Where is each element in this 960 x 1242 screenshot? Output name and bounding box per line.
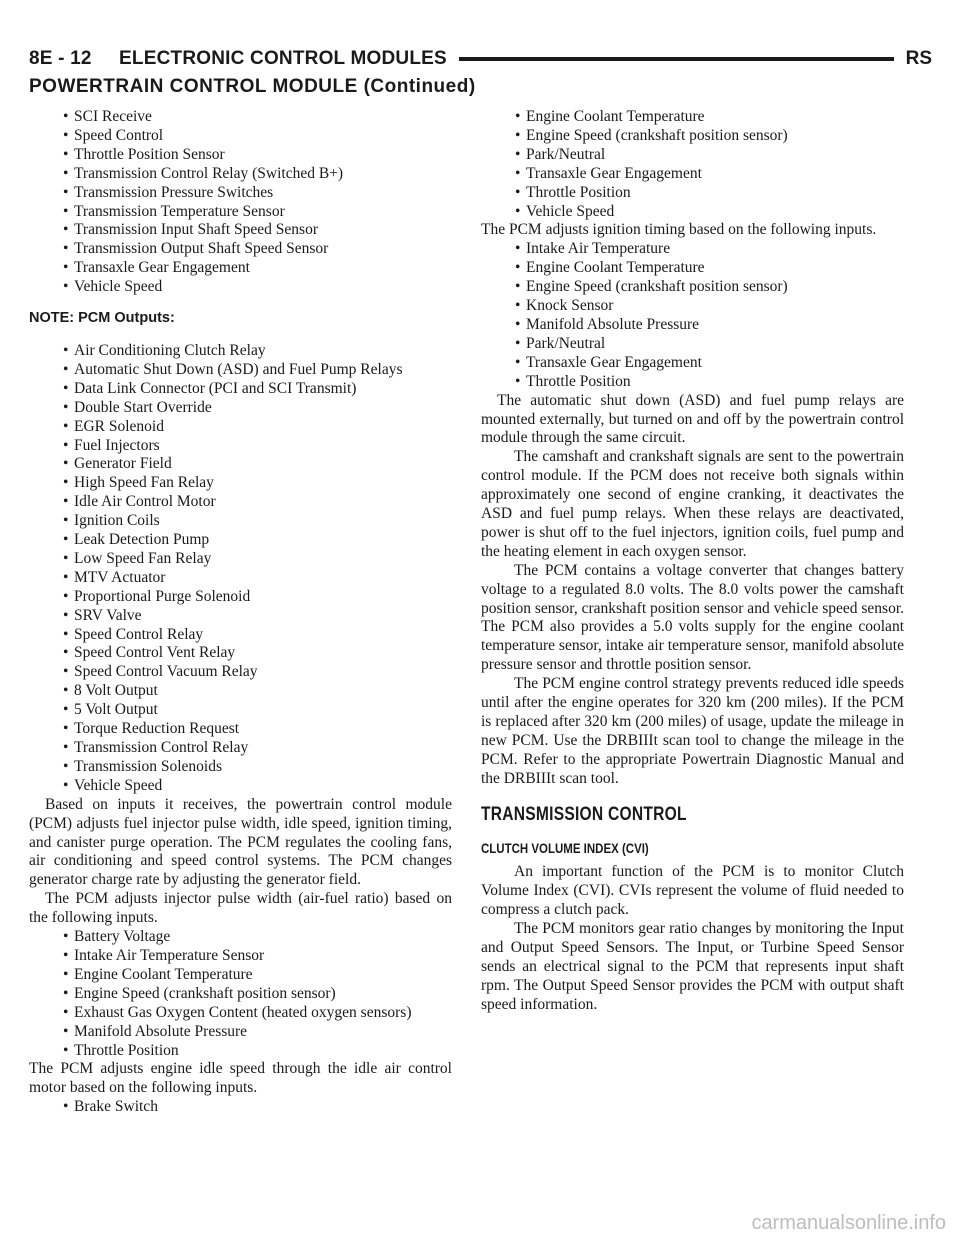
list-item: • Battery Voltage xyxy=(29,928,452,947)
list-item: • Manifold Absolute Pressure xyxy=(481,316,904,335)
list-item: • Transmission Control Relay xyxy=(29,739,452,758)
paragraph-gear-ratio: The PCM monitors gear ratio changes by monitoring the Input and Output Speed Sensors. The Input, or Turbine Speed Sensor sends an electrical signal to the PCM that represents input shaft rpm. The Output Speed Sensor provides the PCM with output shaft speed information. xyxy=(481,920,904,1013)
list-item: • Knock Sensor xyxy=(481,297,904,316)
list-item: • Exhaust Gas Oxygen Content (heated oxygen sensors) xyxy=(29,1004,452,1023)
list-item: • Engine Coolant Temperature xyxy=(481,259,904,278)
list-item: • Air Conditioning Clutch Relay xyxy=(29,342,452,361)
list-item: • Engine Coolant Temperature xyxy=(29,966,452,985)
list-item: • Double Start Override xyxy=(29,399,452,418)
section-title: POWERTRAIN CONTROL MODULE (Continued) xyxy=(29,76,476,97)
list-item: • Transmission Output Shaft Speed Sensor xyxy=(29,240,452,259)
list-item: • Automatic Shut Down (ASD) and Fuel Pump Relays xyxy=(29,361,452,380)
list-item: • Engine Coolant Temperature xyxy=(481,108,904,127)
page-header xyxy=(29,44,932,74)
right-column xyxy=(481,108,904,1015)
inputs-bullet-list xyxy=(29,108,452,297)
list-item: • SRV Valve xyxy=(29,607,452,626)
list-item: • Engine Speed (crankshaft position sensor) xyxy=(481,127,904,146)
list-item: • Fuel Injectors xyxy=(29,437,452,456)
heading-clutch-volume-index: CLUTCH VOLUME INDEX (CVI) xyxy=(481,839,649,856)
list-item: • SCI Receive xyxy=(29,108,452,127)
watermark: carmanualsonline.info xyxy=(751,1212,946,1234)
list-item: • Transmission Control Relay (Switched B+) xyxy=(29,165,452,184)
list-item: • Intake Air Temperature xyxy=(481,240,904,259)
header-code: RS xyxy=(905,48,932,69)
list-item: • Transaxle Gear Engagement xyxy=(481,354,904,373)
list-item: • Generator Field xyxy=(29,455,452,474)
list-item: • Brake Switch xyxy=(29,1098,452,1117)
header-title: 8E - 12 ELECTRONIC CONTROL MODULES xyxy=(29,48,447,69)
list-item: • Transmission Pressure Switches xyxy=(29,184,452,203)
injector-bullet-list xyxy=(29,928,452,1060)
list-item: • Manifold Absolute Pressure xyxy=(29,1023,452,1042)
list-item: • EGR Solenoid xyxy=(29,418,452,437)
list-item: • MTV Actuator xyxy=(29,569,452,588)
list-item: • Vehicle Speed xyxy=(29,278,452,297)
paragraph-idle-speed: The PCM adjusts engine idle speed through the idle air control motor based on the following inputs. xyxy=(29,1060,452,1097)
list-item: • Ignition Coils xyxy=(29,512,452,531)
paragraph-cvi: An important function of the PCM is to monitor Clutch Volume Index (CVI). CVIs represent the volume of fluid needed to compress a clutch pack. xyxy=(481,863,904,919)
list-item: • 8 Volt Output xyxy=(29,682,452,701)
list-item: • Park/Neutral xyxy=(481,335,904,354)
paragraph-injector-pulse-width: The PCM adjusts injector pulse width (air-fuel ratio) based on the following inputs. xyxy=(29,890,452,927)
paragraph-camshaft-crankshaft: The camshaft and crankshaft signals are sent to the powertrain control module. If the PCM does not receive both signals within approximately one second of engine cranking, it deactivates the ASD and fuel pump relays. When these relays are deactivated, power is shut off to the fuel injectors, ignition coils, fuel pump and the heating element in each oxygen sensor. xyxy=(481,448,904,560)
list-item: • Low Speed Fan Relay xyxy=(29,550,452,569)
list-item: • Transmission Solenoids xyxy=(29,758,452,777)
paragraph-based-on-inputs: Based on inputs it receives, the powertrain control module (PCM) adjusts fuel injector pulse width, idle speed, ignition timing, and canister purge operation. The PCM regulates the cooling fans, air conditioning and speed control systems. The PCM changes generator charge rate by adjusting the generator field. xyxy=(29,795,452,889)
idle-bullet-list xyxy=(481,108,904,221)
outputs-bullet-list xyxy=(29,342,452,796)
header-rule xyxy=(459,57,894,61)
list-item: • Speed Control Relay xyxy=(29,626,452,645)
list-item: • Vehicle Speed xyxy=(29,777,452,796)
list-item: • Engine Speed (crankshaft position sensor) xyxy=(29,985,452,1004)
timing-bullet-list xyxy=(481,240,904,391)
paragraph-asd-relays: The automatic shut down (ASD) and fuel pump relays are mounted externally, but turned on and off by the powertrain control module through the same circuit. xyxy=(481,391,904,447)
list-item: • Transaxle Gear Engagement xyxy=(481,165,904,184)
list-item: • Torque Reduction Request xyxy=(29,720,452,739)
list-item: • High Speed Fan Relay xyxy=(29,474,452,493)
list-item: • Throttle Position xyxy=(481,184,904,203)
list-item: • Data Link Connector (PCI and SCI Transmit) xyxy=(29,380,452,399)
list-item: • Throttle Position xyxy=(481,373,904,392)
list-item: • Engine Speed (crankshaft position sensor) xyxy=(481,278,904,297)
list-item: • Throttle Position xyxy=(29,1042,452,1061)
list-item: • Speed Control xyxy=(29,127,452,146)
list-item: • Proportional Purge Solenoid xyxy=(29,588,452,607)
list-item: • Vehicle Speed xyxy=(481,203,904,222)
list-item: • Transmission Input Shaft Speed Sensor xyxy=(29,221,452,240)
paragraph-control-strategy: The PCM engine control strategy prevents reduced idle speeds until after the engine operates for 320 km (200 miles). If the PCM is replaced after 320 km (200 miles) of usage, update the mileage in new PCM. Use the DRBIIIt scan tool to change the mileage in the PCM. Refer to the appropriate Powertrain Diagnostic Manual and the DRBIIIt scan tool. xyxy=(481,675,904,787)
list-item: • Speed Control Vent Relay xyxy=(29,644,452,663)
list-item: • Throttle Position Sensor xyxy=(29,146,452,165)
left-column xyxy=(29,108,452,1117)
paragraph-ignition-timing: The PCM adjusts ignition timing based on the following inputs. xyxy=(481,221,877,239)
list-item: • Leak Detection Pump xyxy=(29,531,452,550)
list-item: • Park/Neutral xyxy=(481,146,904,165)
list-item: • Intake Air Temperature Sensor xyxy=(29,947,452,966)
note-pcm-outputs: NOTE: PCM Outputs: xyxy=(29,310,175,327)
paragraph-voltage-converter: The PCM contains a voltage converter that changes battery voltage to a regulated 8.0 volts. The 8.0 volts power the camshaft position sensor, crankshaft position sensor and vehicle speed sensor. The PCM also provides a 5.0 volts supply for the engine coolant temperature sensor, intake air temperature sensor, manifold absolute pressure sensor and throttle position sensor. xyxy=(481,561,904,674)
list-item: • Transaxle Gear Engagement xyxy=(29,259,452,278)
list-item: • Idle Air Control Motor xyxy=(29,493,452,512)
list-item: • Transmission Temperature Sensor xyxy=(29,203,452,222)
heading-transmission-control: TRANSMISSION CONTROL xyxy=(481,803,687,825)
list-item: • 5 Volt Output xyxy=(29,701,452,720)
list-item: • Speed Control Vacuum Relay xyxy=(29,663,452,682)
